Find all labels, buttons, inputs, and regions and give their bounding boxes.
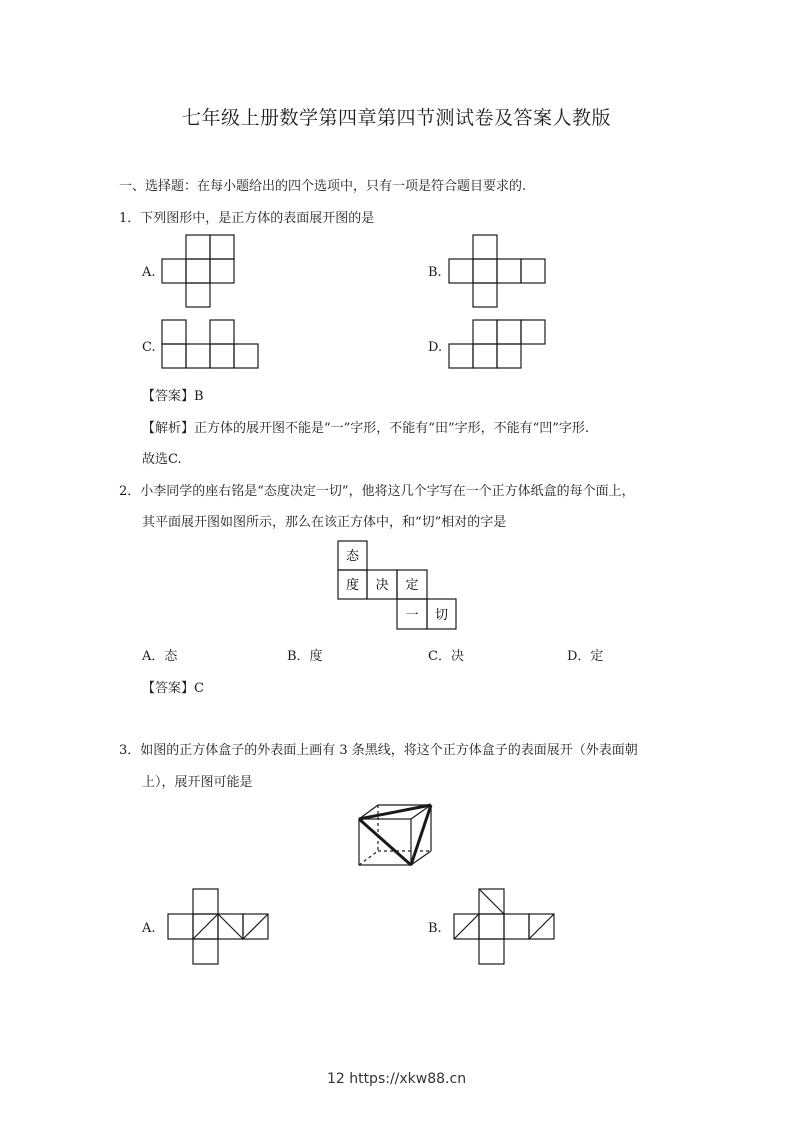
q3-stem-line2: 上），展开图可能是 [142,775,253,790]
q2-option-a: A．态 [142,649,178,664]
q3-stem-line1: 3．如图的正方体盒子的外表面上画有 3 条黑线，将这个正方体盒子的表面展开（外表面朝 [119,743,638,758]
section-heading: 一、选择题：在每小题给出的四个选项中，只有一项是符合题目要求的. [119,179,527,194]
q2-option-c: C．决 [428,649,464,664]
q1-stem: 1．下列图形中，是正方体的表面展开图的是 [119,211,375,226]
net-char-ding: 定 [405,578,419,593]
q3-net-a [168,889,270,966]
net-char-qie: 切 [434,608,449,623]
q1-analysis: 【解析】正方体的展开图不能是“一”字形，不能有“田”字形，不能有“凹”字形. [142,421,590,436]
q1-option-d-label: D. [428,340,443,355]
net-char-yi: 一 [405,608,419,623]
q2-stem-line1: 2．小李同学的座右铭是“态度决定一切”，他将这几个字写在一个正方体纸盒的每个面上， [119,484,635,499]
q1-net-a [162,235,236,308]
net-char-du: 度 [345,578,360,593]
q1-answer: 【答案】B [142,389,204,404]
q3-option-a-label: A. [142,921,156,936]
q2-net [338,541,458,631]
q2-option-d: D．定 [567,649,604,664]
q3-option-b-label: B. [428,921,442,936]
q2-option-b: B．度 [287,649,323,664]
q3-net-b [454,889,556,966]
page-footer: 12 https://xkw88.cn [326,1071,467,1087]
q1-option-c-label: C. [142,340,156,355]
q1-net-d [449,320,547,369]
q1-conclusion: 故选C. [142,452,182,467]
q2-stem-line2: 其平面展开图如图所示，那么在该正方体中，和“切”相对的字是 [142,515,507,530]
q1-option-b-label: B. [428,265,442,280]
q1-net-c [162,320,260,369]
net-char-tai: 态 [345,549,360,564]
page-title: 七年级上册数学第四章第四节测试卷及答案人教版 [181,107,611,129]
q1-option-a-label: A. [142,265,156,280]
q3-cube [358,803,436,867]
q1-net-b [449,235,547,308]
q2-answer: 【答案】C [142,681,204,696]
net-char-jue: 决 [375,578,389,593]
